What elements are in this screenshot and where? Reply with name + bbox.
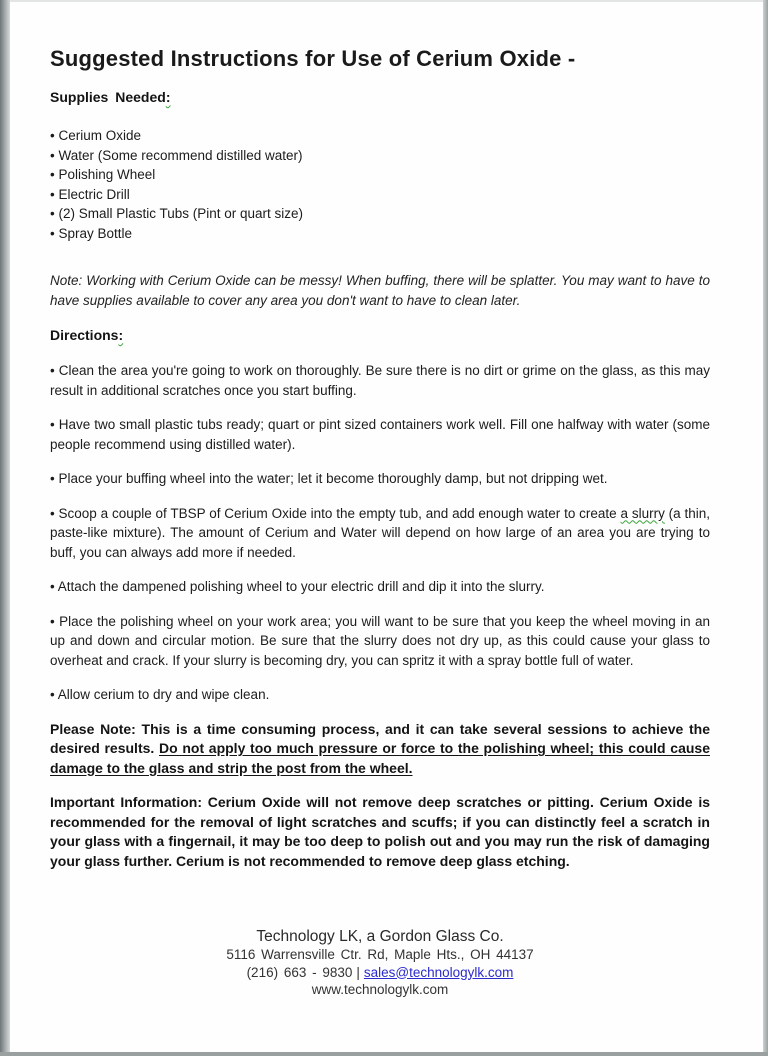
step-text: • Allow cerium to dry and wipe clean. [50,687,270,702]
note-paragraph: Note: Working with Cerium Oxide can be messy! When buffing, there will be splatter. You may want to have to have supplies available to cover any area you don't want to have to clean later. [50,273,710,308]
please-note-lead: Please Note: This is a time consuming process, and it can take several sessions to achieve the desired results. [50,720,710,756]
directions-heading [50,327,710,344]
list-item: • Cerium Oxide [50,128,141,143]
page-edge-right [763,0,768,1056]
supplies-heading [50,89,710,106]
footer [50,927,710,999]
footer-phone: (216) 663 - 9830 [246,964,353,980]
please-note-warning: Do not apply too much pressure or force to the polishing wheel; this could cause damage to the glass and strip the post from the wheel. [50,740,710,776]
please-note-paragraph [50,720,710,779]
step-text: • Clean the area you're going to work on thoroughly. Be sure there is no dirt or grime on the glass, as this may result in additional scratches once you start buffing. [50,363,710,398]
footer-company-name: Technology LK, a Gordon Glass Co. [256,928,504,945]
step-text: • Place the polishing wheel on your work area; you will want to be sure that you keep the wheel moving in an up and down and circular motion. Be sure that the slurry does not dry up, as this could cause your glass to overheat and crack. If your slurry is becoming dry, you can spritz it with a spray bottle full of water. [50,613,710,668]
important-information-paragraph: Important Information: Cerium Oxide will not remove deep scratches or pitting. Cerium Oxide is recommended for the removal of light scratches and scuffs; if you can distinctly feel a scratch in your glass with a fingernail, it may be too deep to polish out and you may run the risk of damaging your glass further. Cerium is not recommended to remove deep glass etching. [50,794,710,869]
step-text: • Attach the dampened polishing wheel to your electric drill and dip it into the slurry. [50,579,545,594]
step-text: (a thin, paste-like mixture). The amount of Cerium and Water will depend on how large of an area you are trying to buff, you can always add more if needed. [50,505,710,560]
step-text: • Place your buffing wheel into the water; let it become thoroughly damp, but not dripping wet. [50,471,608,486]
page-title: Suggested Instructions for Use of Cerium Oxide - [50,46,576,71]
supplies-list [50,126,710,243]
step-squiggle-text: a slurry [620,505,665,521]
supplies-heading-text: Supplies Needed [50,89,166,105]
step-text: • Have two small plastic tubs ready; quart or pint sized containers work well. Fill one halfway with water (some people recommend using distilled water). [50,417,710,452]
list-item: • Spray Bottle [50,225,133,241]
directions-heading-text: Directions [50,327,119,343]
supplies-heading-colon: : [165,89,171,105]
step-text: • Scoop a couple of TBSP of Cerium Oxide into the empty tub, and add enough water to create [50,505,621,521]
direction-step [50,612,710,671]
footer-contact-line [50,964,710,982]
direction-step [50,685,710,705]
footer-website: www.technologylk.com [311,982,449,997]
email-link[interactable]: sales@technologylk.com [363,964,514,980]
list-item: • Electric Drill [50,186,130,202]
page-edge-left [0,0,10,1056]
list-item: • Polishing Wheel [50,167,156,182]
footer-address: 5116 Warrensville Ctr. Rd, Maple Hts., OH 44137 [226,947,534,962]
direction-step [50,469,710,489]
direction-step [50,415,710,454]
document-content [10,2,763,999]
direction-step [50,577,710,597]
footer-divider: | [356,964,360,980]
direction-step [50,504,710,563]
page-edge-bottom [0,1052,768,1056]
document-sheet [10,2,763,1052]
directions-heading-colon: : [118,327,124,343]
list-item: • Water (Some recommend distilled water) [50,147,303,163]
list-item: • (2) Small Plastic Tubs (Pint or quart size) [50,206,304,221]
direction-step [50,361,710,400]
